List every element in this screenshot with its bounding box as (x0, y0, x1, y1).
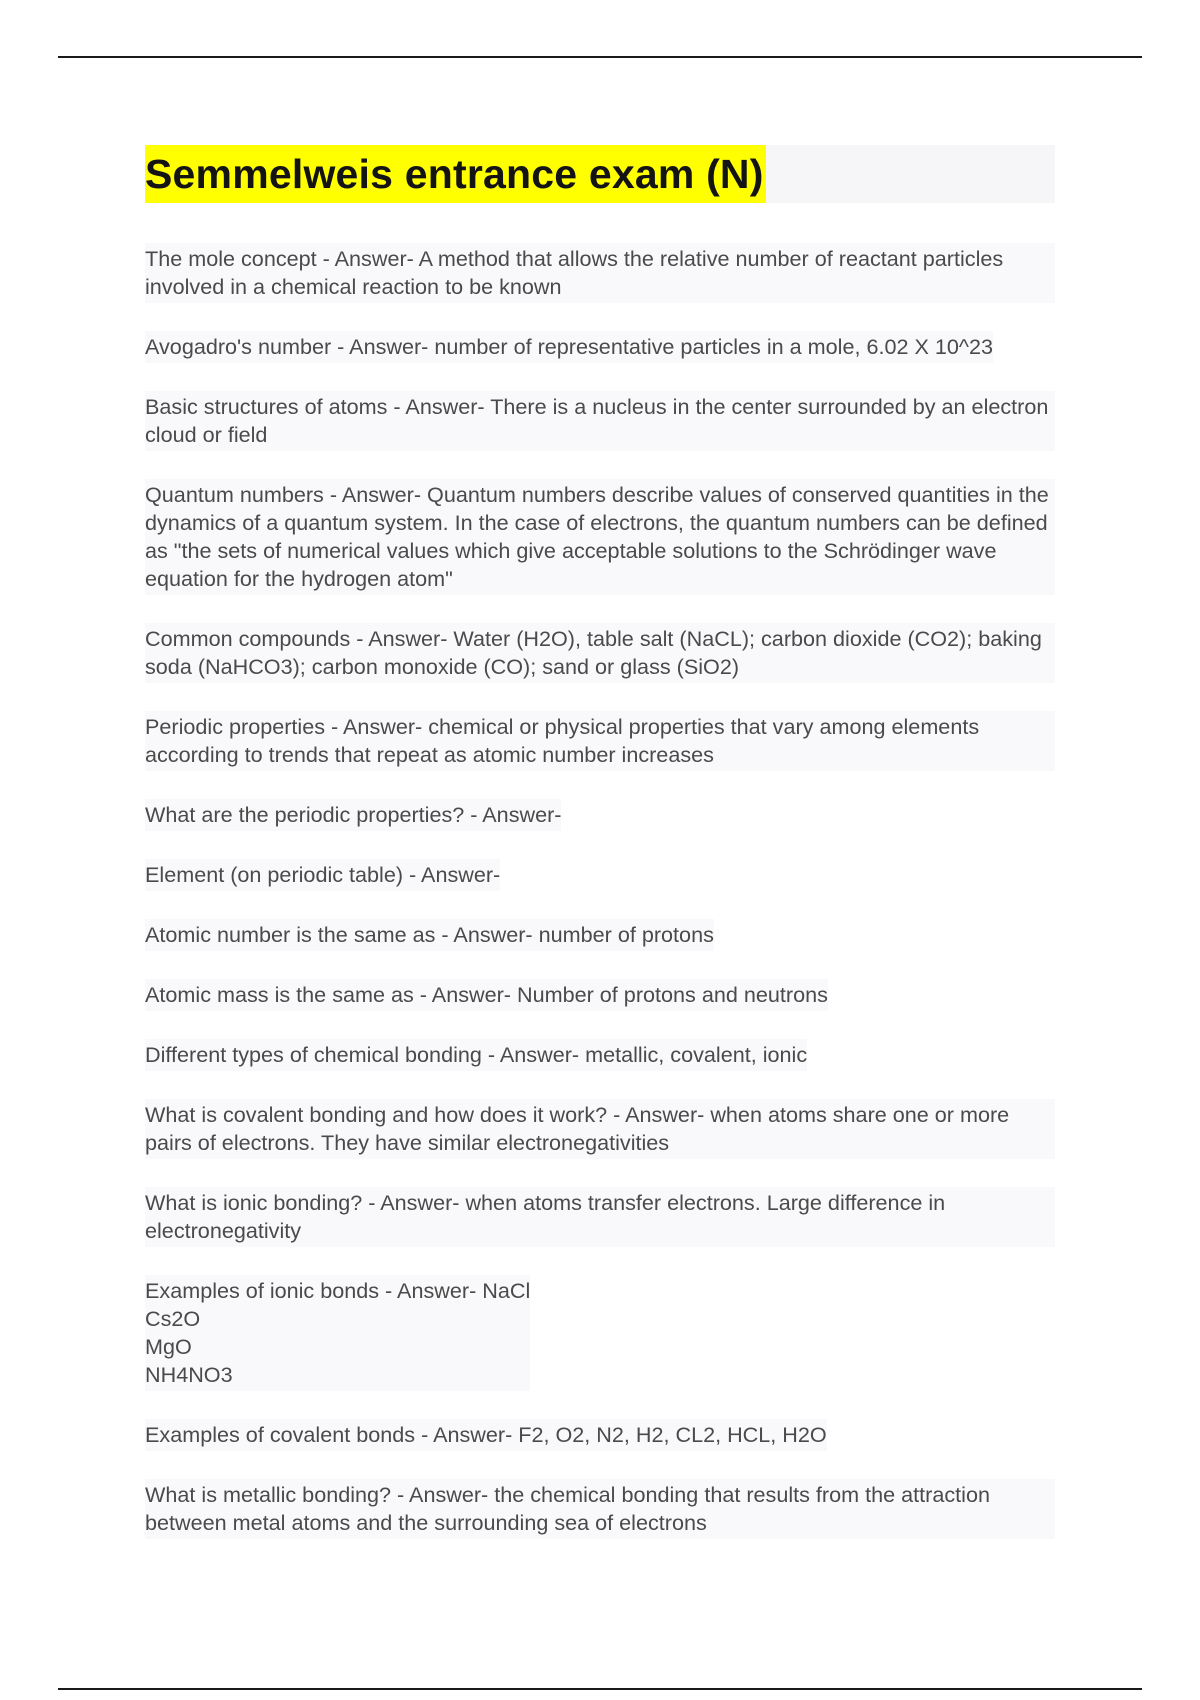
qa-entry: Examples of ionic bonds - Answer- NaCl Cs2O MgO NH4NO3 (145, 1275, 530, 1391)
header-rule (58, 56, 1142, 58)
qa-entry: What is ionic bonding? - Answer- when atoms transfer electrons. Large difference in electronegativity (145, 1187, 1055, 1247)
qa-entry: Common compounds - Answer- Water (H2O), table salt (NaCL); carbon dioxide (CO2); baking soda (NaHCO3); carbon monoxide (CO); sand or glass (SiO2) (145, 623, 1055, 683)
footer-rule (58, 1688, 1142, 1690)
title-bar (145, 145, 1055, 203)
qa-entry: Periodic properties - Answer- chemical or physical properties that vary among elements according to trends that repeat as atomic number increases (145, 711, 1055, 771)
document-body (145, 145, 1055, 1567)
document-title: Semmelweis entrance exam (N) (145, 145, 766, 203)
qa-entry: Element (on periodic table) - Answer- (145, 859, 500, 891)
qa-entry: Quantum numbers - Answer- Quantum numbers describe values of conserved quantities in the dynamics of a quantum system. In the case of electrons, the quantum numbers can be defined as "the sets of numerical values which give acceptable solutions to the Schrödinger wave equation for the hydrogen atom" (145, 479, 1055, 595)
qa-entry: What is covalent bonding and how does it work? - Answer- when atoms share one or more pairs of electrons. They have similar electronegativities (145, 1099, 1055, 1159)
qa-entry: What are the periodic properties? - Answer- (145, 799, 561, 831)
qa-entry: Atomic number is the same as - Answer- number of protons (145, 919, 714, 951)
qa-entry: What is metallic bonding? - Answer- the chemical bonding that results from the attraction between metal atoms and the surrounding sea of electrons (145, 1479, 1055, 1539)
qa-entry: Atomic mass is the same as - Answer- Number of protons and neutrons (145, 979, 828, 1011)
qa-entry: Examples of covalent bonds - Answer- F2, O2, N2, H2, CL2, HCL, H2O (145, 1419, 827, 1451)
qa-entry: Avogadro's number - Answer- number of representative particles in a mole, 6.02 X 10^23 (145, 331, 993, 363)
qa-entry: The mole concept - Answer- A method that allows the relative number of reactant particles involved in a chemical reaction to be known (145, 243, 1055, 303)
qa-entry: Basic structures of atoms - Answer- There is a nucleus in the center surrounded by an electron cloud or field (145, 391, 1055, 451)
qa-entry: Different types of chemical bonding - Answer- metallic, covalent, ionic (145, 1039, 807, 1071)
